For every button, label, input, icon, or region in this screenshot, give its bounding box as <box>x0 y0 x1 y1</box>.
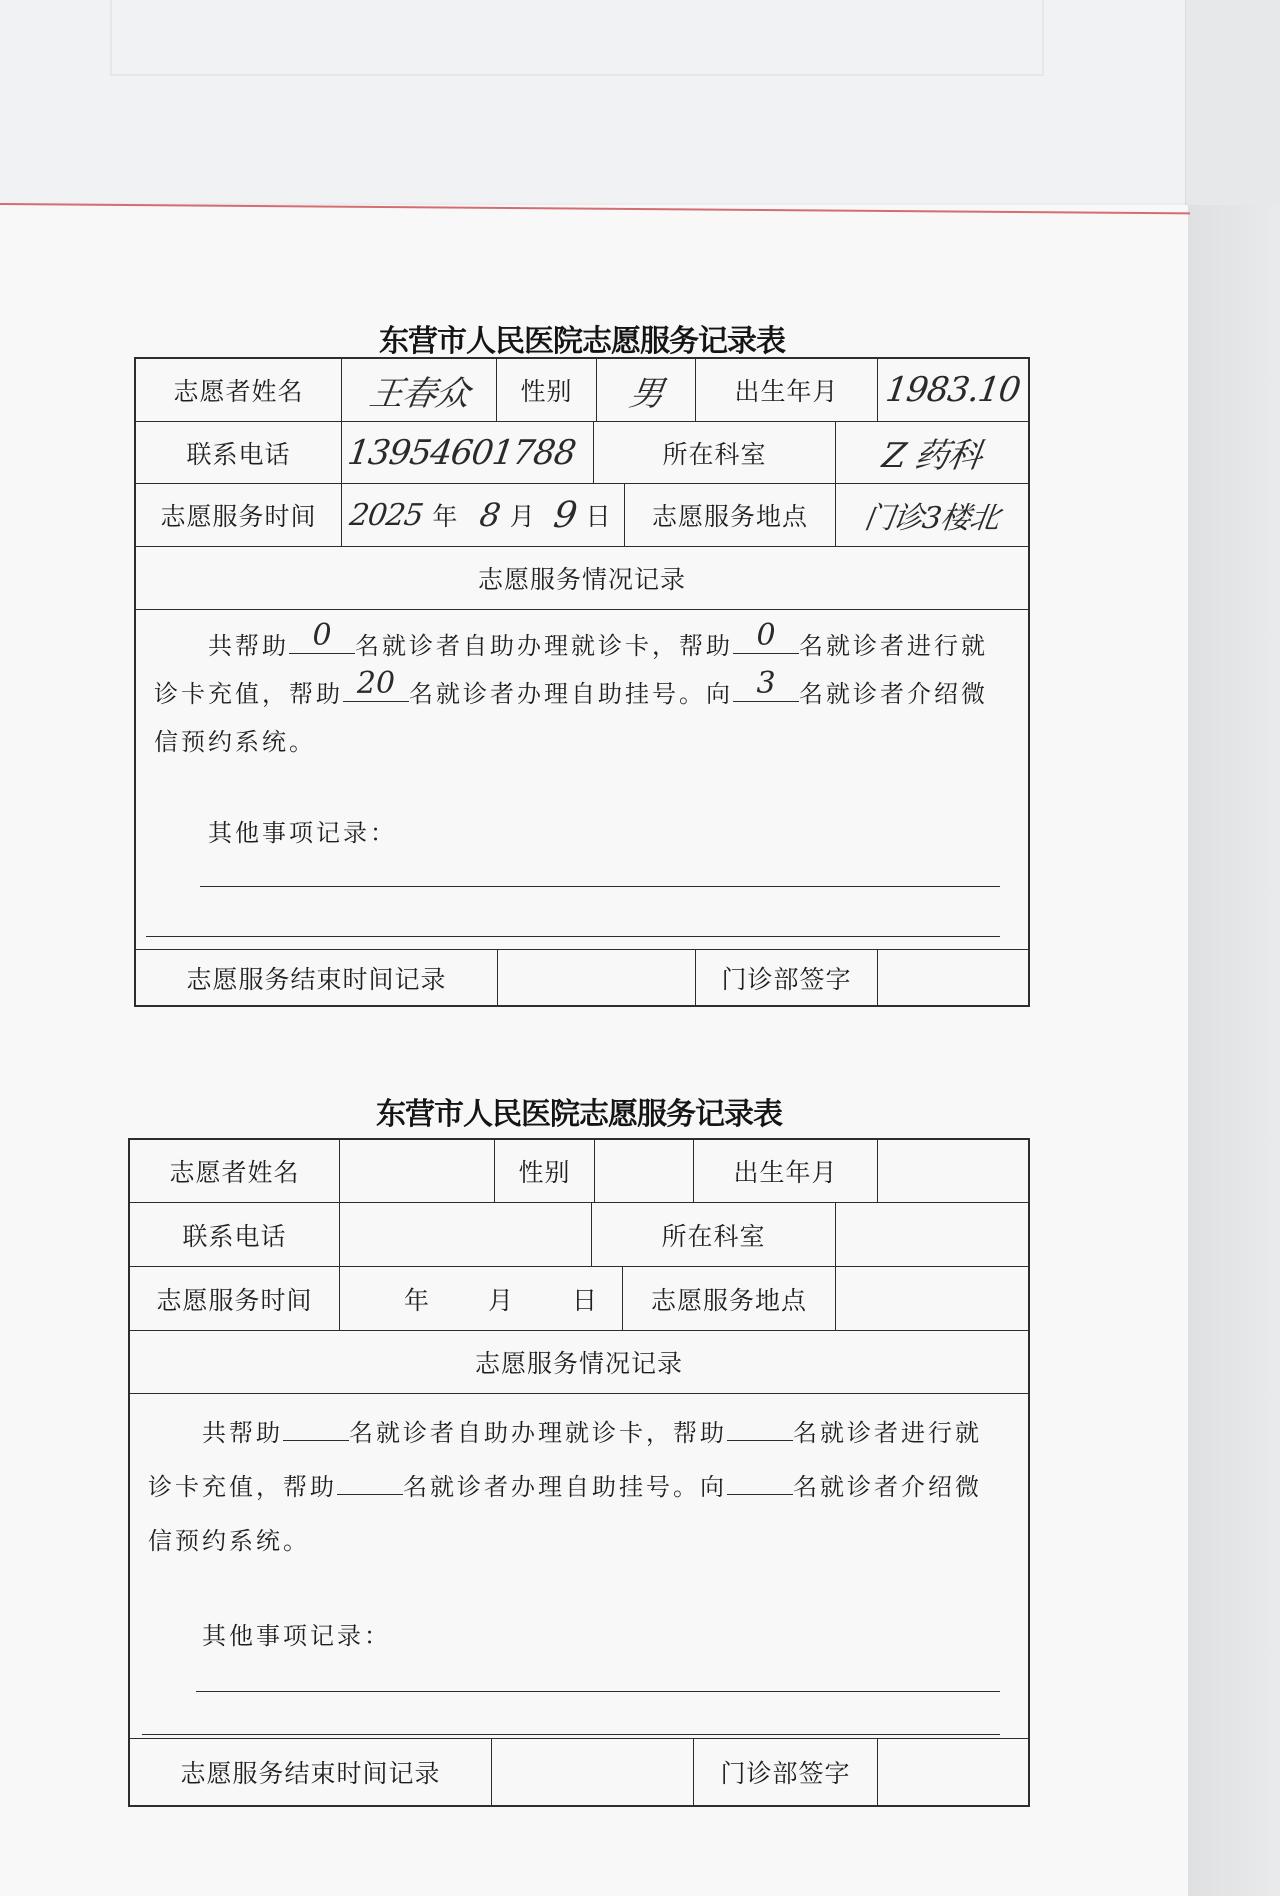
other-line-1 <box>196 1691 1000 1692</box>
label-phone: 联系电话 <box>130 1203 340 1266</box>
handwritten-name: 王春众 <box>366 373 471 414</box>
value-gender[interactable] <box>595 1140 694 1202</box>
background-sheet <box>0 0 1186 225</box>
year-label: 年 <box>403 1285 430 1315</box>
label-name: 志愿者姓名 <box>136 359 342 421</box>
form-grid <box>134 357 1030 1007</box>
row-name <box>136 359 1028 422</box>
day-label: 日 <box>571 1285 598 1315</box>
label-service-time: 志愿服务时间 <box>130 1267 340 1330</box>
value-phone <box>342 422 594 483</box>
value-service-date[interactable] <box>340 1267 623 1330</box>
label-end-time: 志愿服务结束时间记录 <box>130 1739 492 1805</box>
label-service-place: 志愿服务地点 <box>625 484 836 546</box>
day-label: 日 <box>585 502 612 531</box>
value-service-date <box>342 484 625 546</box>
volunteer-form-filled <box>134 312 1030 1012</box>
form-title: 东营市人民医院志愿服务记录表 <box>376 1097 782 1132</box>
handwritten-month: 8 <box>477 496 503 534</box>
record-paragraph: 共帮助 名就诊者自助办理就诊卡，帮助 名就诊者进行就 诊卡充值，帮助 名就诊者办理自助挂号。向 名就诊者介绍微 信预约系统。 <box>148 1406 1014 1568</box>
other-line-2 <box>146 936 1000 937</box>
label-clinic-sign: 门诊部签字 <box>694 1739 878 1805</box>
value-end-time[interactable] <box>492 1739 694 1805</box>
value-service-place[interactable] <box>836 1267 1028 1330</box>
value-birth[interactable] <box>878 1140 1028 1202</box>
value-service-place <box>836 484 1028 546</box>
handwritten-birth: 1983.10 <box>883 370 1023 410</box>
label-department: 所在科室 <box>594 422 836 483</box>
record-paragraph: 共帮助 0 名就诊者自助办理就诊卡，帮助 0 名就诊者进行就 诊卡充值，帮助 20 名就诊者办理自助挂号。向 3 名就诊者介绍微 信预约系统。 <box>154 618 988 756</box>
handwritten-gender: 男 <box>626 373 665 414</box>
month-label: 月 <box>487 1285 514 1315</box>
label-end-time: 志愿服务结束时间记录 <box>136 950 498 1005</box>
blank-recharge[interactable] <box>727 1410 793 1441</box>
blank-recharge: 0 <box>733 623 799 654</box>
other-line-1 <box>200 886 1000 887</box>
row-section-header <box>130 1331 1028 1394</box>
handwritten-place: 门诊3楼北 <box>862 501 1002 536</box>
form-title: 东营市人民医院志愿服务记录表 <box>379 324 785 359</box>
row-footer <box>136 950 1028 1005</box>
blank-register[interactable] <box>337 1464 403 1495</box>
value-department[interactable] <box>836 1203 1028 1266</box>
ghost-table <box>110 0 1044 76</box>
other-line-2 <box>142 1734 1000 1735</box>
month-label: 月 <box>509 502 536 531</box>
row-service-time <box>136 484 1028 547</box>
label-phone: 联系电话 <box>136 422 342 483</box>
label-name: 志愿者姓名 <box>130 1140 340 1202</box>
handwritten-department: Z 药科 <box>879 436 984 476</box>
blank-register: 20 <box>343 671 409 702</box>
section-record-title: 志愿服务情况记录 <box>477 565 686 594</box>
label-gender: 性别 <box>497 359 597 421</box>
handwritten-day: 9 <box>550 494 579 536</box>
label-service-place: 志愿服务地点 <box>623 1267 836 1330</box>
value-name[interactable] <box>340 1140 495 1202</box>
row-name <box>130 1140 1028 1203</box>
label-gender: 性别 <box>495 1140 595 1202</box>
record-body <box>136 610 1028 950</box>
label-service-time: 志愿服务时间 <box>136 484 342 546</box>
value-phone[interactable] <box>340 1203 592 1266</box>
volunteer-form-blank <box>128 1085 1030 1810</box>
record-body <box>130 1394 1028 1739</box>
form-grid <box>128 1138 1030 1807</box>
row-footer <box>130 1739 1028 1805</box>
year-label: 年 <box>432 502 459 531</box>
value-clinic-sign[interactable] <box>878 1739 1028 1805</box>
label-birth: 出生年月 <box>696 359 878 421</box>
value-clinic-sign <box>878 950 1028 1005</box>
value-birth <box>878 359 1028 421</box>
row-service-time <box>130 1267 1028 1331</box>
value-gender <box>597 359 696 421</box>
label-clinic-sign: 门诊部签字 <box>696 950 878 1005</box>
value-name <box>342 359 497 421</box>
handwritten-phone: 13954601788 <box>345 432 578 473</box>
label-department: 所在科室 <box>592 1203 836 1266</box>
value-end-time <box>498 950 696 1005</box>
section-record-title: 志愿服务情况记录 <box>474 1349 683 1378</box>
blank-card[interactable] <box>283 1410 349 1441</box>
blank-wechat[interactable] <box>727 1464 793 1495</box>
row-phone <box>136 422 1028 484</box>
row-section-header <box>136 547 1028 610</box>
value-department <box>836 422 1028 483</box>
label-birth: 出生年月 <box>694 1140 878 1202</box>
blank-wechat: 3 <box>733 671 799 702</box>
handwritten-year: 2025 <box>347 497 425 533</box>
table-surface <box>1188 205 1280 1896</box>
blank-card: 0 <box>289 623 355 654</box>
other-items-label: 其他事项记录： <box>208 819 397 847</box>
other-items-label: 其他事项记录： <box>202 1622 391 1650</box>
row-phone <box>130 1203 1028 1267</box>
